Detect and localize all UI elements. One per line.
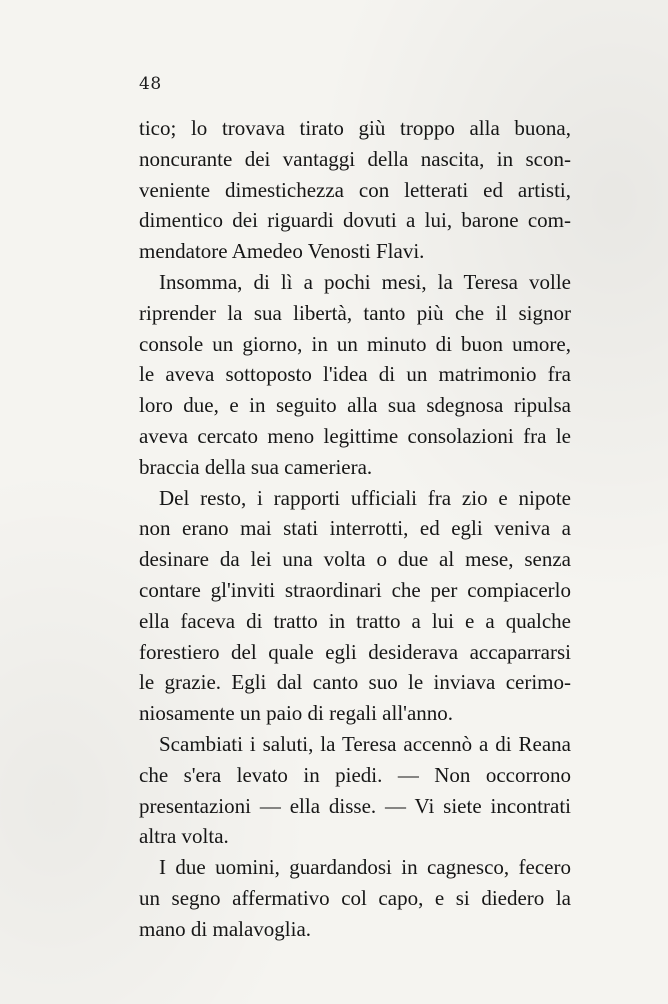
text-line: veniente dimestichezza con letterati ed artisti, xyxy=(139,177,571,202)
text-line: un segno affermativo col capo, e si diedero la xyxy=(139,885,571,910)
text-line: mendatore Amedeo Venosti Flavi. xyxy=(139,239,425,264)
text-line: le grazie. Egli dal canto suo le inviava cerimo- xyxy=(139,670,571,695)
text-line: presentazioni — ella disse. — Vi siete incontrati xyxy=(139,793,571,818)
text-line: Insomma, di lì a pochi mesi, la Teresa volle xyxy=(159,269,571,294)
text-line: altra volta. xyxy=(139,824,229,849)
page-number: 48 xyxy=(139,74,162,94)
text-line: mano di malavoglia. xyxy=(139,916,312,941)
paragraph-1 xyxy=(139,113,571,267)
text-line: braccia della sua cameriera. xyxy=(139,454,373,479)
text-line: che s'era levato in piedi. — Non occorrono xyxy=(139,762,571,787)
text-line: console un giorno, in un minuto di buon umore, xyxy=(139,331,571,356)
text-line: desinare da lei una volta o due al mese, senza xyxy=(139,547,571,572)
text-line: loro due, e in seguito alla sua sdegnosa ripulsa xyxy=(139,393,571,418)
text-line: I due uomini, guardandosi in cagnesco, fecero xyxy=(159,855,571,880)
text-line: ella faceva di tratto in tratto a lui e a qualche xyxy=(139,608,571,633)
paragraph-2 xyxy=(139,267,571,483)
body-text xyxy=(139,113,571,945)
text-line: riprender la sua libertà, tanto più che il signor xyxy=(139,300,571,325)
text-line: tico; lo trovava tirato giù troppo alla buona, xyxy=(139,116,571,140)
text-line: non erano mai stati interrotti, ed egli veniva a xyxy=(139,516,571,541)
text-line: niosamente un paio di regali all'anno. xyxy=(139,701,454,726)
text-line: dimentico dei riguardi dovuti a lui, barone com- xyxy=(139,208,571,233)
text-line: Scambiati i saluti, la Teresa accennò a di Reana xyxy=(159,731,571,756)
text-line: aveva cercato meno legittime consolazioni fra le xyxy=(139,423,571,448)
text-line: contare gl'inviti straordinari che per compiacerlo xyxy=(139,577,571,602)
text-line: noncurante dei vantaggi della nascita, in scon- xyxy=(139,146,571,171)
text-line: forestiero del quale egli desiderava accaparrarsi xyxy=(139,639,571,664)
paragraph-3 xyxy=(139,483,571,729)
text-line: le aveva sottoposto l'idea di un matrimonio fra xyxy=(139,362,571,387)
paragraph-5 xyxy=(139,852,571,944)
text-line: Del resto, i rapporti ufficiali fra zio e nipote xyxy=(159,485,571,510)
paragraph-4 xyxy=(139,729,571,852)
